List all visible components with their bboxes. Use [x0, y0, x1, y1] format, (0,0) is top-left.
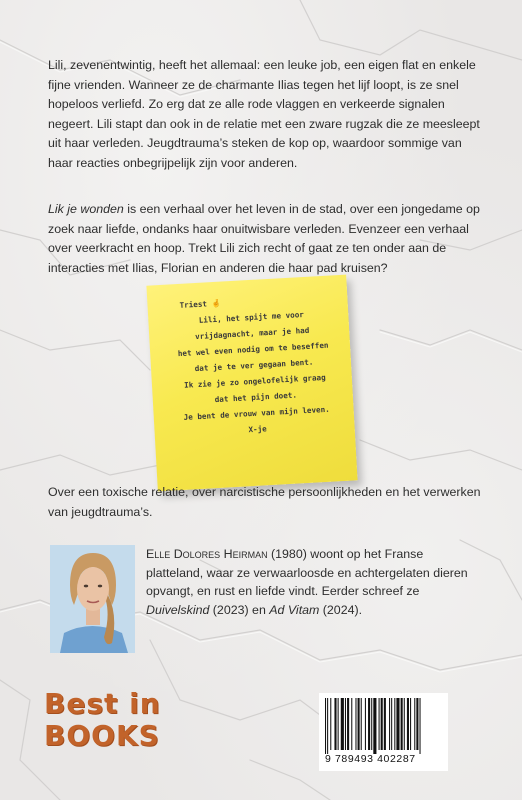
- author-photo: [50, 545, 135, 653]
- sticky-note-line: dat je te ver gegaan bent.: [194, 357, 314, 374]
- sticky-note-line: Lili, het spijt me voor: [198, 310, 305, 325]
- isbn-barcode: [319, 693, 448, 771]
- barcode-bar: [347, 698, 349, 750]
- barcode-bar: [407, 698, 409, 750]
- sticky-note-line: Ik zie je zo ongelofelijk graag: [183, 372, 326, 390]
- blurb-paragraph-2: [48, 200, 488, 278]
- barcode-bar: [373, 698, 376, 754]
- barcode-bar: [420, 698, 421, 754]
- barcode-bar: [365, 698, 366, 750]
- blurb-paragraph-1: Lili, zevenentwintig, heeft het allemaal: een leuke job, een eigen flat en enkele fijne vrienden. Wanneer ze de charmante Ilias tegen het lijf loopt, is ze snel hopeloos verliefd. Zo erg dat ze alle rode vlaggen en verkeerde signalen negeert. Lili stapt dan ook in de relatie met een zware rugzak die ze meesleept uit haar verleden. Jeugdtrauma’s steken de kop op, waardoor sommige van haar reacties onbegrijpelijk zijn voor anderen.: [48, 58, 480, 170]
- barcode-bar: [381, 698, 383, 750]
- barcode-bar: [355, 698, 356, 750]
- barcode-bar: [361, 698, 362, 750]
- sticky-note-line: dat het pijn doet.: [214, 390, 298, 405]
- barcode-bar: [371, 698, 372, 750]
- barcode-bar: [384, 698, 386, 750]
- sticky-note-line: Je bent de vrouw van mijn leven.: [183, 404, 330, 422]
- previous-book-title: Duivelskind: [146, 602, 210, 617]
- barcode-bar: [368, 698, 370, 750]
- barcode-bar: [416, 698, 418, 750]
- barcode-bar: [330, 698, 331, 750]
- blurb-paragraph-3: Over een toxische relatie, over narcistische persoonlijkheden en het verwerken van jeugdtrauma’s.: [48, 485, 481, 519]
- sticky-note-line: vrijdagnacht, maar je had: [194, 325, 310, 342]
- publisher-logo-line-2: BOOKS: [44, 719, 160, 752]
- author-bio-text: (2024).: [319, 602, 363, 617]
- publisher-logo: [44, 688, 164, 766]
- sticky-note-text: [161, 289, 347, 443]
- sticky-note-line: Triest 🤞: [179, 298, 222, 310]
- barcode-bar: [327, 698, 328, 754]
- barcode-bar: [396, 698, 399, 750]
- author-name: Elle Dolores Heirman: [146, 547, 268, 561]
- book-title: Lik je wonden: [48, 202, 124, 216]
- author-bio-text: (1980) woont op het Franse platteland, waar ze verwaarloosde en achtergelaten dieren opvangt, en rust en liefde vindt. Eerder schreef ze: [146, 547, 468, 598]
- author-bio: [146, 545, 476, 619]
- sticky-note: [152, 280, 362, 498]
- barcode-bar: [391, 698, 392, 750]
- blurb-paragraph-2-text: is een verhaal over het leven in de stad, over een jongedame op zoek naar liefde, ondanks haar onuitwisbare verleden. Evenzeer een verhaal over veerkracht en hoop. Trekt Lili zich recht of gaat ze ten onder aan de interacties met Ilias, Florian en anderen die haar pad kruisen?: [48, 202, 480, 275]
- sticky-note-paper: [146, 275, 357, 492]
- barcode-bar: [325, 698, 326, 754]
- barcode-bar: [389, 698, 390, 750]
- barcode-bar: [394, 698, 395, 750]
- publisher-logo-line-1: Best in: [44, 687, 161, 720]
- barcode-bar: [401, 698, 403, 750]
- barcode-bar: [338, 698, 339, 750]
- sticky-note-line: X-je: [248, 424, 267, 435]
- barcode-bar: [341, 698, 344, 750]
- barcode-bar: [414, 698, 415, 750]
- barcode-bar: [379, 698, 380, 750]
- barcode-bar: [345, 698, 346, 750]
- barcode-bar: [410, 698, 411, 750]
- barcode-bar: [358, 698, 360, 750]
- barcode-bar: [404, 698, 405, 750]
- barcode-bar: [351, 698, 352, 750]
- barcode-bar: [334, 698, 336, 750]
- barcode-bars: [323, 698, 444, 754]
- author-bio-text: (2023) en: [209, 602, 270, 617]
- sticky-note-line: het wel even nodig om te beseffen: [177, 340, 329, 359]
- previous-book-title: Ad Vitam: [269, 602, 320, 617]
- isbn-number: 9 789493 402287: [325, 753, 416, 765]
